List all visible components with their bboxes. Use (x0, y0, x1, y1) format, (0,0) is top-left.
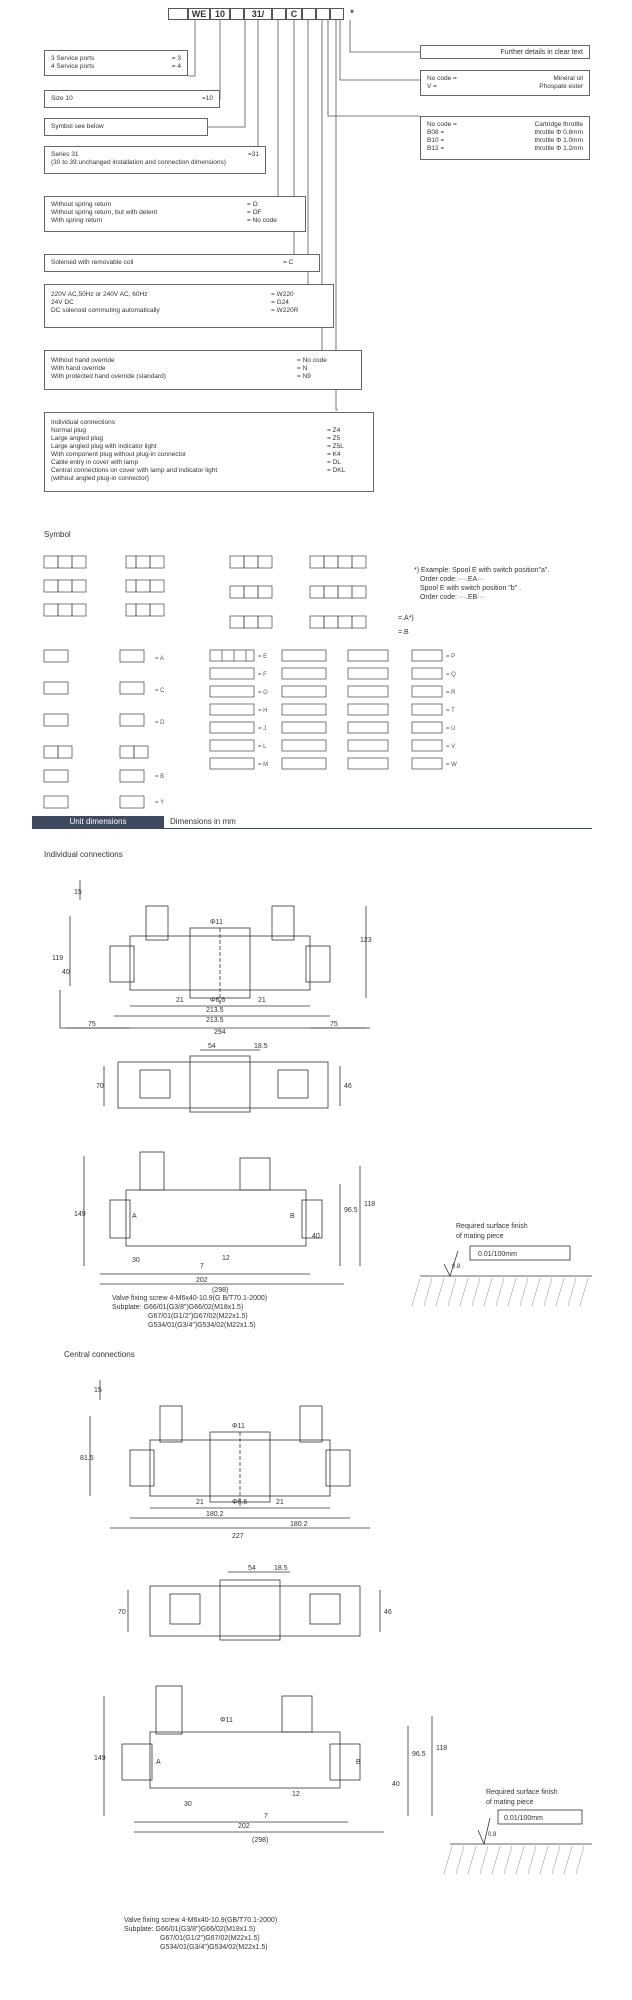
dim-label: 7 (200, 1263, 204, 1270)
dim-label: 30 (184, 1801, 192, 1808)
option-label: (30 to 39:unchanged installation and connection dimensions) (51, 159, 226, 166)
option-label: Cable entry in cover with lamp (51, 459, 139, 466)
screw-line: Valve fixing screw 4-M6x40-10.9(G B/T70.1-2000) (112, 1295, 268, 1302)
dim-label: (298) (252, 1837, 269, 1844)
dim-label: 118 (436, 1745, 448, 1752)
individual-screw-note (112, 1294, 267, 1330)
dim-label: 213.5 (206, 1017, 224, 1024)
option-value: = Z4 (327, 427, 341, 434)
option-fluid (420, 70, 590, 96)
dim-label: 202 (196, 1277, 208, 1284)
dim-label: 12 (292, 1791, 300, 1798)
finish-subtitle: of mating piece (486, 1799, 534, 1806)
option-series (44, 146, 266, 174)
dim-label: 46 (384, 1609, 392, 1616)
dim-label: 75 (88, 1021, 96, 1028)
option-label: With hand override (51, 365, 106, 372)
finish-ra-label: 0.8 (452, 1264, 461, 1270)
screw-line: G67/01(G1/2")G67/02(M22x1.5) (160, 1935, 260, 1942)
dim-label: 149 (94, 1755, 106, 1762)
dim-label: 149 (74, 1211, 86, 1218)
option-value: = K4 (327, 451, 341, 458)
option-label: Without spring return (51, 201, 112, 208)
option-value: =10 (201, 95, 213, 102)
option-value: = N (297, 365, 308, 372)
option-solenoid (44, 254, 320, 272)
option-value: throttle Φ 1.0mm (534, 137, 583, 144)
dim-label: 118 (364, 1201, 376, 1208)
dim-label: 294 (214, 1029, 226, 1036)
port-label: B (356, 1759, 361, 1766)
option-label: Solenoid with removable coil (51, 259, 134, 266)
dim-label: 18.5 (254, 1043, 268, 1050)
option-label: DC solenoid commuting automatically (51, 307, 160, 314)
option-label: Size 10 (51, 95, 73, 102)
port-label: A (132, 1213, 137, 1220)
individual-heading: Individual connections (44, 850, 123, 859)
dim-label: 96.5 (412, 1751, 426, 1758)
tab-dimensions-in-mm[interactable]: Dimensions in mm (170, 817, 236, 826)
spool-label: = D (155, 720, 165, 726)
finish-box-label: 0.01/100mm (478, 1251, 517, 1258)
option-label: 24V DC (51, 299, 74, 306)
spool-label: = W (446, 762, 457, 768)
option-value: throttle Φ 1.2mm (534, 145, 583, 152)
finish-subtitle: of mating piece (456, 1233, 504, 1240)
central-drawing (0, 1366, 632, 1906)
screw-line: G67/01(G1/2")G67/02(M22x1.5) (148, 1313, 248, 1320)
option-label: With protected hand override (standard) (51, 373, 166, 380)
option-symbol (44, 118, 208, 136)
dim-label: Φ11 (210, 919, 223, 926)
option-value: = DKL (327, 467, 346, 474)
dim-label: 40 (62, 969, 70, 976)
note-line: Order code: ···.EA··· (420, 576, 485, 583)
option-value: = C (283, 259, 294, 266)
individual-drawing (0, 866, 632, 1366)
option-spring (44, 196, 306, 232)
option-connections (44, 412, 374, 492)
option-value: = N9 (297, 373, 311, 380)
option-value: = 4 (171, 63, 181, 70)
spool-label: = U (446, 726, 456, 732)
spool-label: = V (446, 744, 456, 750)
spool-label: = M (258, 762, 269, 768)
dim-label: Φ6.6 (232, 1499, 248, 1506)
dim-label: 30 (132, 1257, 140, 1264)
option-value: = No code (247, 217, 277, 224)
finish-title: Required surface finish (456, 1223, 528, 1230)
finish-box-label: 0.01/100mm (504, 1815, 543, 1822)
symbol-heading: Symbol (44, 530, 71, 539)
code-cell-size: 10 (210, 8, 230, 20)
spool-label: = F (258, 672, 267, 678)
dim-label: 202 (238, 1823, 250, 1830)
option-label: Individual connections (51, 419, 115, 426)
option-label: B10 = (427, 137, 445, 144)
dim-label: 15 (74, 889, 82, 896)
option-value: = G24 (271, 299, 289, 306)
dim-label: 75 (330, 1021, 338, 1028)
code-cell-we: WE (188, 8, 210, 20)
option-value: = No code (297, 357, 327, 364)
dim-label: 21 (176, 997, 184, 1004)
dim-label: 123 (360, 937, 372, 944)
note-line: *) Example: Spool E with switch position"a". (414, 567, 550, 574)
option-override (44, 350, 362, 390)
option-label: Normal plug (51, 427, 87, 434)
option-value: Mineral oil (553, 75, 583, 82)
option-label: Large angled plug (51, 435, 104, 442)
spool-example-note (414, 566, 604, 602)
tab-unit-dimensions[interactable]: Unit dimensions (32, 816, 164, 828)
option-value: = 3 (171, 55, 181, 62)
spool-label: = G (258, 690, 268, 696)
option-label: V = (427, 83, 437, 90)
option-value: = O (247, 201, 258, 208)
dim-label: Φ11 (232, 1423, 245, 1430)
port-label: B (290, 1213, 295, 1220)
dim-label: 70 (96, 1083, 104, 1090)
dim-label: 21 (258, 997, 266, 1004)
dim-label: 119 (52, 955, 64, 962)
option-label: With spring return (51, 217, 103, 224)
spool-label: = R (446, 690, 456, 696)
dim-label: 70 (118, 1609, 126, 1616)
option-value: = W220R (271, 307, 299, 314)
option-value (327, 475, 367, 483)
spool-label: = J (258, 726, 267, 732)
option-value: = Z5 (327, 435, 341, 442)
dim-label: 21 (276, 1499, 284, 1506)
finish-title: Required surface finish (486, 1789, 558, 1796)
spool-label: = E (258, 654, 268, 660)
finish-ra-label: 0.8 (488, 1832, 497, 1838)
spool-label: = B (155, 774, 165, 780)
option-label: B12 = (427, 145, 445, 152)
option-label: With component plug without plug-in connector (51, 451, 187, 458)
dim-label: 12 (222, 1255, 230, 1262)
option-voltage (44, 284, 334, 328)
option-label: B08 = (427, 129, 445, 136)
option-value: =31 (247, 151, 259, 158)
option-label: (without angled plug-in connector) (51, 475, 149, 482)
dim-label: 81.5 (80, 1455, 94, 1462)
option-value: throttle Φ 0.8mm (534, 129, 583, 136)
code-cell-series: 31/ (244, 8, 272, 20)
option-further-details (420, 45, 590, 59)
option-label: 3 Service ports (51, 55, 95, 62)
dim-label: 40 (312, 1233, 320, 1240)
dim-label: 96.5 (344, 1207, 358, 1214)
dim-label: Φ11 (220, 1717, 233, 1724)
option-label: Central connections on cover with lamp and indicator light (51, 467, 218, 474)
dim-label: 180.2 (206, 1511, 224, 1518)
dim-label: 54 (208, 1043, 216, 1050)
code-cell-asterisk: * (344, 8, 360, 20)
dim-label: 180.2 (290, 1521, 308, 1528)
option-label: Symbol see below (51, 123, 104, 130)
screw-line: G534/01(G3/4")G534/02(M22x1.5) (160, 1944, 268, 1951)
eq-b-label: =.B (398, 629, 409, 636)
screw-line: Valve fixing screw 4-M6x40-10.9(GB/T70.1-2000) (124, 1917, 278, 1924)
dim-label: 40 (392, 1781, 400, 1788)
eq-a-label: =.A*) (398, 615, 414, 622)
screw-line: Subplate: G66/01(G3/8")G66/02(M18x1.5) (124, 1926, 256, 1933)
option-value: = Z5L (327, 443, 344, 450)
dim-label: 7 (264, 1813, 268, 1820)
port-label: A (156, 1759, 161, 1766)
spool-label: = Q (446, 672, 456, 678)
note-line: Spool E with switch position "b" . (420, 585, 522, 592)
spool-label: = C (155, 688, 165, 694)
option-label: Further details in clear text (500, 49, 583, 56)
option-label: Without hand override (51, 357, 115, 364)
dim-label: 15 (94, 1387, 102, 1394)
dim-label: 227 (232, 1533, 244, 1540)
option-value: = OF (247, 209, 262, 216)
option-value: Phospate ester (539, 83, 583, 90)
screw-line: Subplate: G66/01(G3/8")G66/02(M18x1.5) (112, 1304, 244, 1311)
dim-label: 54 (248, 1565, 256, 1572)
option-label: Large angled plug with indicator light (51, 443, 157, 450)
note-line: Order code: ···.EB··· (420, 594, 485, 601)
dim-label: 213.5 (206, 1007, 224, 1014)
option-label: Series 31 (51, 151, 79, 158)
code-cell-coil: C (286, 8, 302, 20)
spool-label: = Y (155, 800, 165, 806)
spool-label: = H (258, 708, 268, 714)
spool-label: = T (446, 708, 455, 714)
spool-label: = L (258, 744, 267, 750)
option-label: 220V AC,50Hz or 240V AC, 60Hz (51, 291, 148, 298)
spool-label: = A (155, 656, 164, 662)
central-heading: Central connections (64, 1350, 135, 1359)
screw-line: G534/01(G3/4")G534/02(M22x1.5) (148, 1322, 256, 1329)
dim-label: 46 (344, 1083, 352, 1090)
option-label: 4 Service ports (51, 63, 95, 70)
dim-label: 21 (196, 1499, 204, 1506)
option-value: = W220 (271, 291, 294, 298)
dim-label: Φ6.6 (210, 997, 226, 1004)
spool-label: = P (446, 654, 456, 660)
option-size (44, 90, 220, 108)
option-value: Cartridge throttle (534, 121, 583, 128)
option-service-ports (44, 50, 188, 76)
central-screw-note (124, 1916, 277, 1952)
option-value (327, 419, 367, 427)
dim-label: (298) (212, 1287, 229, 1294)
option-value: = DL (327, 459, 341, 466)
option-label: No code = (427, 75, 457, 82)
option-label: Without spring return, but with detent (51, 209, 158, 216)
option-throttle (420, 116, 590, 160)
tab-underline (32, 828, 592, 829)
option-label: No code = (427, 121, 457, 128)
dim-label: 18.5 (274, 1565, 288, 1572)
